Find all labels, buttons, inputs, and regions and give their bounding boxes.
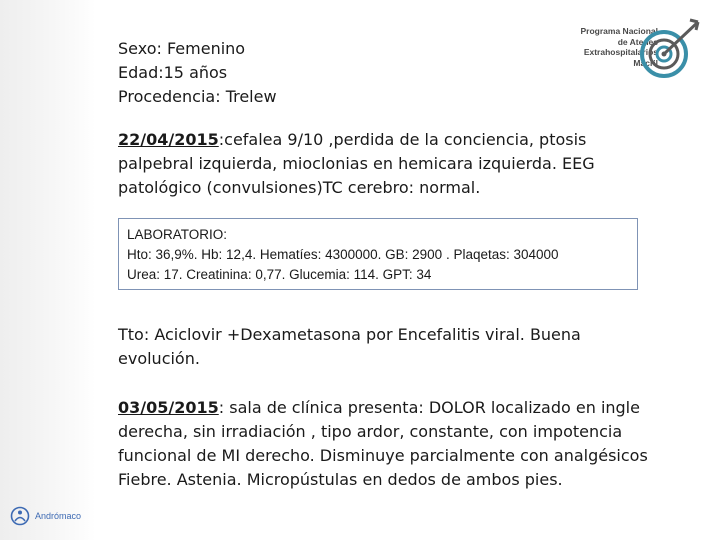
treatment-paragraph: Tto: Aciclovir +Dexametasona por Encefalitis viral. Buena evolución. [118, 325, 581, 368]
brand-name: Andrómaco [35, 511, 82, 521]
logo-line-1: Programa Nacional [580, 26, 658, 36]
program-logo [560, 16, 708, 86]
patient-age: Edad:15 años [118, 63, 228, 82]
lab-line-1: Hto: 36,9%. Hb: 12,4. Hematíes: 4300000. GB: 2900 . Plaqetas: 304000 [127, 247, 559, 262]
logo-line-3: Extrahospitalarios [583, 47, 658, 57]
patient-origin: Procedencia: Trelew [118, 87, 277, 106]
logo-line-4: Macril [633, 57, 658, 68]
logo-line-2: de Atenes [617, 36, 658, 47]
side-gradient-band [0, 0, 96, 540]
footer-brand [10, 505, 81, 527]
entry-text: :cefalea 9/10 ,perdida de la conciencia, ptosis palpebral izquierda, mioclonias en hemicara izquierda. EEG patológico (convulsiones)TC cerebro: normal. [118, 130, 595, 197]
entry-date: 22/04/2015 [118, 130, 219, 149]
brand-emblem-icon [10, 506, 30, 526]
patient-sex: Sexo: Femenino [118, 39, 246, 58]
entry-2015-05-03 [118, 396, 658, 492]
laboratory-box [118, 218, 638, 290]
target-arrow-icon [636, 16, 708, 82]
patient-info [118, 37, 277, 109]
entry-2015-04-22 [118, 128, 658, 200]
entry-text: : sala de clínica presenta: DOLOR localizado en ingle derecha, sin irradiación , tipo ardor, constante, con impotencia funcional de MI derecho. Disminuye parcialmente con analgésicos Fiebre. Astenia. Micropústulas en dedos de ambos pies. [118, 398, 648, 489]
lab-title: LABORATORIO: [127, 227, 228, 242]
lab-line-2: Urea: 17. Creatinina: 0,77. Glucemia: 114. GPT: 34 [127, 267, 432, 282]
entry-date: 03/05/2015 [118, 398, 219, 417]
